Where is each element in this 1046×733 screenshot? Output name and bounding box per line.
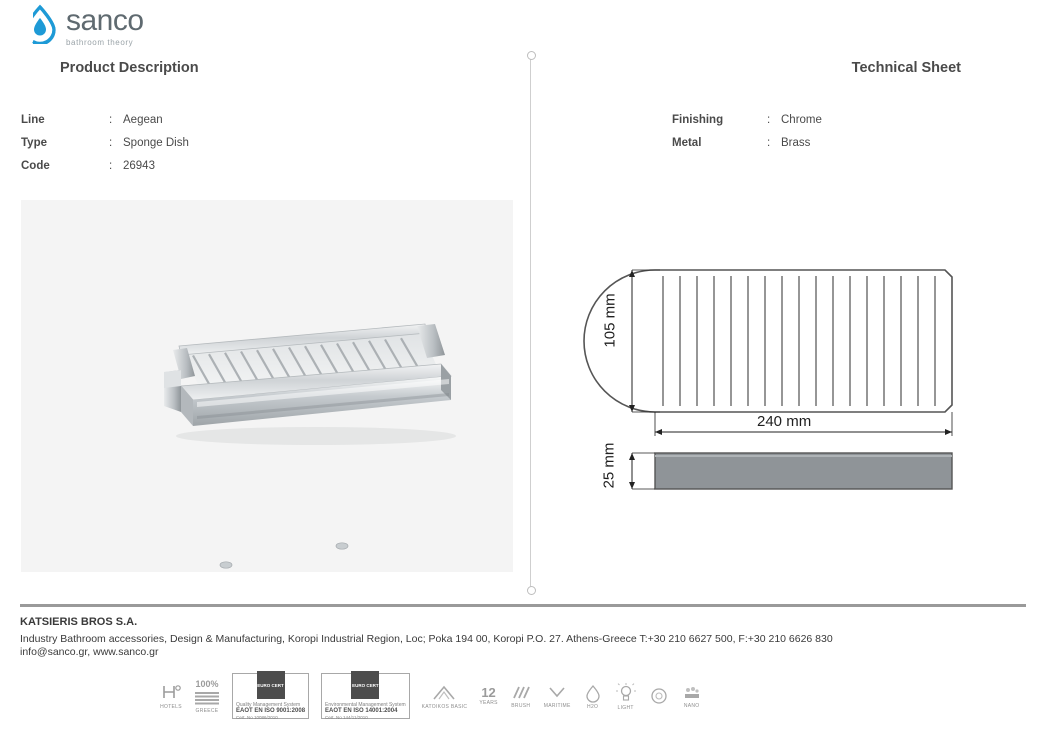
hotels-icon xyxy=(160,683,182,703)
badge-iso-14001 xyxy=(321,673,410,719)
badge-brush xyxy=(510,676,532,716)
product-photo-panel xyxy=(21,200,513,572)
badge-katoikos xyxy=(422,676,468,716)
cert-number: Cert. No 10086/2010 xyxy=(236,715,278,720)
light-bulb-icon xyxy=(615,682,637,704)
euro-cert-icon xyxy=(351,671,379,699)
badge-percent: 100% xyxy=(195,679,219,689)
technical-sheet-title: Technical Sheet xyxy=(851,60,961,76)
brush-lines-icon xyxy=(510,684,532,702)
badge-label: BRUSH xyxy=(511,702,531,709)
product-spec-table xyxy=(21,109,189,178)
spec-value: Aegean xyxy=(123,114,163,126)
spec-value: Chrome xyxy=(781,114,822,126)
badge-years-number: 12 xyxy=(481,685,496,700)
spec-value: Sponge Dish xyxy=(123,137,189,149)
spec-label: Metal xyxy=(672,137,702,149)
anchor-icon xyxy=(546,684,568,702)
spec-row-finishing xyxy=(672,109,822,132)
spec-colon: : xyxy=(767,114,771,126)
brand-logo xyxy=(20,4,144,49)
cert-title: Quality Management System xyxy=(236,702,301,708)
badge-iso-9001 xyxy=(232,673,309,719)
badge-maritime xyxy=(544,676,571,716)
spec-label: Finishing xyxy=(672,114,724,126)
spec-colon: : xyxy=(109,137,113,149)
badge-label: KATOIKOS BASIC xyxy=(421,703,468,710)
euro-cert-icon xyxy=(257,671,285,699)
divider-dot-top xyxy=(527,51,536,60)
product-photo xyxy=(21,200,513,572)
cert-title: Environmental Management System xyxy=(325,702,406,708)
spec-label: Line xyxy=(21,114,45,126)
nano-coating-icon xyxy=(681,684,703,702)
dimension-height-label: 105 mm xyxy=(601,293,619,348)
badge-label: LIGHT xyxy=(617,704,634,711)
badge-made-in-greece xyxy=(194,676,220,716)
badge-hotels xyxy=(160,676,182,716)
spec-colon: : xyxy=(109,160,113,172)
anti-lime-icon xyxy=(649,686,669,706)
badge-water-saving xyxy=(583,676,603,716)
spec-row-line xyxy=(21,109,189,132)
water-drop-icon xyxy=(583,683,603,703)
badge-label: MARITIME xyxy=(543,702,571,709)
footer-divider xyxy=(20,604,1026,607)
spec-label: Code xyxy=(21,160,50,172)
badge-label: YEARS xyxy=(479,700,498,706)
spec-label: Type xyxy=(21,137,47,149)
badge-label: HOTELS xyxy=(160,703,182,710)
divider-dot-bottom xyxy=(527,586,536,595)
spec-row-metal xyxy=(672,132,822,155)
dimension-depth-label: 25 mm xyxy=(600,442,618,489)
euro-cert-code: EURO CERT xyxy=(352,682,379,688)
badge-label: H2O xyxy=(587,703,599,710)
brand-tagline: bathroom theory xyxy=(66,38,134,47)
footer-address: Industry Bathroom accessories, Design & Manufacturing, Koropi Industrial Region, Loc; Poka 194 00, Koropi P.O. 27. Athens-Greece T:+30 210 6627 500, F:+30 210 6626 830 xyxy=(20,633,833,645)
cert-standard: EAOT EN ISO 14001:2004 xyxy=(325,708,398,714)
badge-led-light xyxy=(615,676,637,716)
technical-drawing-svg xyxy=(560,250,1030,550)
product-description-title: Product Description xyxy=(60,60,199,76)
badge-label: NANO xyxy=(683,702,700,709)
droplet-logo-icon xyxy=(20,4,60,44)
greece-flag-icon xyxy=(194,691,220,707)
spec-row-type xyxy=(21,132,189,155)
footer-company-name: KATSIERIS BROS S.A. xyxy=(20,616,138,628)
spec-colon: : xyxy=(767,137,771,149)
cert-number: Cert. No 144/11/2010 xyxy=(325,715,368,720)
dimension-width-label: 240 mm xyxy=(757,413,812,430)
spec-value: 26943 xyxy=(123,160,155,172)
brand-name: sanco xyxy=(66,4,144,37)
euro-cert-code: EURO CERT xyxy=(257,682,284,688)
badge-12-years xyxy=(479,676,497,716)
technical-drawing xyxy=(560,250,1030,550)
spec-colon: : xyxy=(109,114,113,126)
badge-label: GREECE xyxy=(195,708,219,714)
footer-contact: info@sanco.gr, www.sanco.gr xyxy=(20,646,159,658)
house-icon xyxy=(431,683,457,703)
spec-value: Brass xyxy=(781,137,811,149)
section-divider xyxy=(530,55,531,591)
certification-badges xyxy=(160,672,960,720)
badge-anti-lime xyxy=(649,676,669,716)
spec-row-code xyxy=(21,155,189,178)
cert-standard: EAOT EN ISO 9001:2008 xyxy=(236,708,306,714)
badge-nano xyxy=(681,676,703,716)
technical-spec-table xyxy=(672,109,822,155)
